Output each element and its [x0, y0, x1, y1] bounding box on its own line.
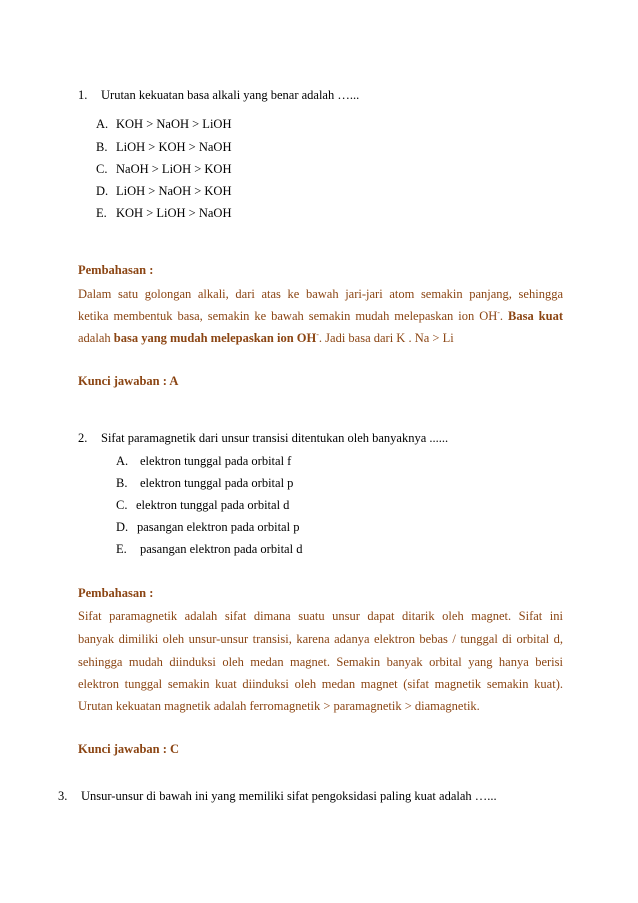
- q2-explanation-line1: Sifat paramagnetik adalah sifat dimana suatu unsur dapat ditarik oleh magnet. Sifat ini: [78, 609, 563, 623]
- q2-option-c: elektron tunggal pada orbital d: [136, 498, 290, 512]
- q2-option-e-letter: E.: [116, 542, 127, 556]
- q2-option-e: pasangan elektron pada orbital d: [140, 542, 303, 556]
- q3-text: Unsur-unsur di bawah ini yang memiliki sifat pengoksidasi paling kuat adalah …...: [81, 789, 497, 803]
- q2-option-c-letter: C.: [116, 498, 128, 512]
- q1-option-c: NaOH > LiOH > KOH: [116, 162, 232, 176]
- q1-option-c-letter: C.: [96, 162, 108, 176]
- q2-option-a-letter: A.: [116, 454, 129, 468]
- q1-pembahasan-label: Pembahasan :: [78, 263, 154, 277]
- q2-explanation-line3: sehingga mudah diinduksi oleh medan magnet. Semakin banyak orbital yang hanya berisi: [78, 655, 563, 669]
- q2-pembahasan-label: Pembahasan :: [78, 586, 154, 600]
- q2-option-d-letter: D.: [116, 520, 129, 534]
- q1-explanation-line2: ketika membentuk basa, semakin ke bawah semakin mudah melepaskan ion OH-. Basa kuat: [78, 308, 563, 323]
- q1-option-b: LiOH > KOH > NaOH: [116, 140, 232, 154]
- q1-option-a: KOH > NaOH > LiOH: [116, 117, 232, 131]
- q3-number: 3.: [58, 789, 68, 803]
- q2-explanation-line4: elektron tunggal semakin kuat diinduksi oleh medan magnet (sifat magnetik semakin kuat).: [78, 677, 563, 691]
- q1-option-e: KOH > LiOH > NaOH: [116, 206, 232, 220]
- q2-number: 2.: [78, 431, 88, 445]
- q2-option-b: elektron tunggal pada orbital p: [140, 476, 294, 490]
- q2-explanation-line5: Urutan kekuatan magnetik adalah ferromagnetik > paramagnetik > diamagnetik.: [78, 699, 480, 713]
- q1-explanation-line1: Dalam satu golongan alkali, dari atas ke bawah jari-jari atom semakin panjang, sehingga: [78, 287, 563, 301]
- q2-answer-key: Kunci jawaban : C: [78, 742, 180, 756]
- q1-text: Urutan kekuatan basa alkali yang benar adalah …...: [101, 88, 360, 102]
- q2-explanation-line2: banyak dimiliki oleh unsur-unsur transisi, karena adanya elektron bebas / tunggal di orbital d,: [78, 632, 563, 646]
- q1-answer-key: Kunci jawaban : A: [78, 374, 179, 388]
- q1-option-b-letter: B.: [96, 140, 108, 154]
- q2-option-a: elektron tunggal pada orbital f: [140, 454, 292, 468]
- q1-explanation-line3: adalah basa yang mudah melepaskan ion OH-. Jadi basa dari K . Na > Li: [78, 330, 454, 345]
- q1-option-d-letter: D.: [96, 184, 109, 198]
- q1-option-e-letter: E.: [96, 206, 107, 220]
- q1-number: 1.: [78, 88, 88, 102]
- q2-option-b-letter: B.: [116, 476, 128, 490]
- q2-option-d: pasangan elektron pada orbital p: [137, 520, 300, 534]
- q1-option-d: LiOH > NaOH > KOH: [116, 184, 232, 198]
- q2-text: Sifat paramagnetik dari unsur transisi ditentukan oleh banyaknya ......: [101, 431, 449, 445]
- q1-option-a-letter: A.: [96, 117, 109, 131]
